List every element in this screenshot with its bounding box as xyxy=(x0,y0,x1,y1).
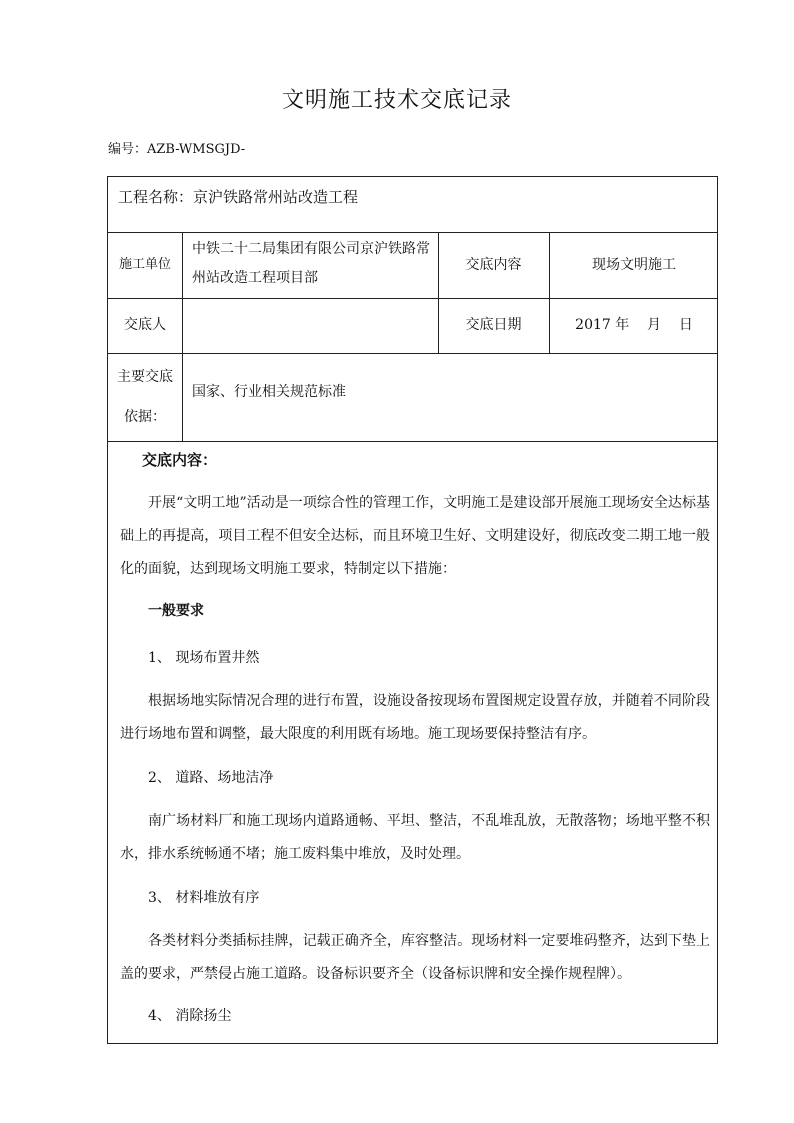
item-title: 2、 道路、场地洁净 xyxy=(148,770,274,786)
item-text: 根据场地实际情况合理的进行布置，设施设备按现场布置图规定设置存放，并随着不同阶段进行场地布置和调整，最大限度的利用既有场地。施工现场要保持整洁有序。 xyxy=(120,693,710,742)
date-label: 交底日期 xyxy=(465,317,522,333)
date-value: 2017 年 月 日 xyxy=(575,317,693,333)
record-table xyxy=(107,176,718,1044)
row-divider xyxy=(108,232,717,233)
discloser-label: 交底人 xyxy=(124,317,166,333)
basis-label-line: 依据： xyxy=(124,409,166,425)
document-title: 文明施工技术交底记录 xyxy=(281,88,512,113)
content-heading: 交底内容： xyxy=(142,451,218,469)
intro-paragraph: 开展“文明工地”活动是一项综合性的管理工作，文明施工是建设部开展施工现场安全达标基础上的再提高，项目工程不但安全达标，而且环境卫生好、文明建设好，彻底改变二期工地一般化的面貌，达到现场文明施工要求，特制定以下措施： xyxy=(120,495,710,577)
construction-unit-value xyxy=(192,235,436,293)
item-title: 4、 消除扬尘 xyxy=(148,1008,232,1024)
section-title: 一般要求 xyxy=(148,603,204,619)
item-text: 各类材料分类插标挂牌，记载正确齐全，库容整洁。现场材料一定要堆码整齐，达到下垫上盖的要求，严禁侵占施工道路。设备标识要齐全（设备标识牌和安全操作规程牌）。 xyxy=(120,933,710,982)
construction-unit-label: 施工单位 xyxy=(118,257,171,272)
document-number: 编号：AZB-WMSGJD- xyxy=(108,142,246,157)
basis-value: 国家、行业相关规范标准 xyxy=(192,384,346,400)
item-title: 3、 材料堆放有序 xyxy=(148,890,260,906)
item-title: 1、 现场布置井然 xyxy=(148,650,260,666)
item-text: 南广场材料厂和施工现场内道路通畅、平坦、整洁，不乱堆乱放，无散落物；场地平整不积水，排水系统畅通不堵；施工废料集中堆放，及时处理。 xyxy=(120,813,710,862)
basis-label xyxy=(108,357,182,437)
content-label: 交底内容 xyxy=(465,257,522,273)
construction-unit-line: 州站改造工程项目部 xyxy=(192,270,318,286)
row-divider xyxy=(108,298,717,299)
row-divider xyxy=(108,353,717,354)
column-divider xyxy=(182,232,183,441)
row-divider xyxy=(108,441,717,442)
basis-label-line: 主要交底 xyxy=(117,369,173,385)
construction-unit-line: 中铁二十二局集团有限公司京沪铁路常 xyxy=(192,241,430,257)
project-name: 工程名称：京沪铁路常州站改造工程 xyxy=(118,188,359,206)
content-value: 现场文明施工 xyxy=(592,257,676,273)
